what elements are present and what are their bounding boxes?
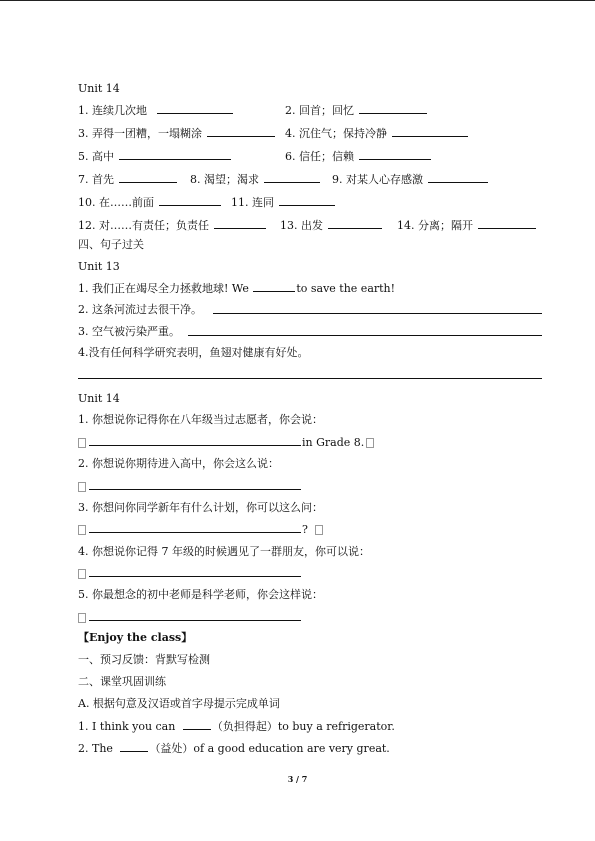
sentence-14-q4: 4. 你想说你记得 7 年级的时候遇见了一群朋友，你可以说： — [78, 545, 370, 558]
vocab-item-2: 2. 回首；回忆 — [285, 104, 354, 117]
vocab-item-12: 12. 对……有责任；负责任 — [78, 219, 209, 232]
sentence-14-a3 — [78, 522, 325, 537]
vocab-item-5: 5. 高中 — [78, 150, 114, 163]
sentence-13-2-prompt: 2. 这条河流过去很干净。 — [78, 303, 202, 316]
checkbox-icon — [78, 525, 86, 535]
enjoy-class-title: 【Enjoy the class】 — [78, 631, 193, 644]
vocab-row-1 — [78, 103, 234, 118]
unit14-vocab-header: Unit 14 — [78, 82, 120, 95]
vocab-item-6: 6. 信任；信赖 — [285, 150, 354, 163]
vocab-blank-2[interactable] — [359, 103, 427, 114]
section-4-title: 四、句子过关 — [78, 238, 144, 251]
vocab-item-8: 8. 渴望；渴求 — [190, 173, 259, 186]
vocab-item-3: 3. 弄得一团糟，一塌糊涂 — [78, 127, 202, 140]
vocab-item-14: 14. 分离；隔开 — [397, 219, 473, 232]
vocab-row-2b — [285, 126, 469, 141]
vocab-row-4c — [332, 172, 489, 187]
checkbox-icon — [78, 569, 86, 579]
vocab-blank-14[interactable] — [478, 218, 536, 229]
vocab-row-4b — [190, 172, 321, 187]
vocab-item-13: 13. 出发 — [280, 219, 323, 232]
vocab-row-6b — [280, 218, 383, 233]
exercise-1 — [78, 719, 395, 734]
sentence-14-a2 — [78, 479, 302, 494]
vocab-item-4: 4. 沉住气；保持冷静 — [285, 127, 387, 140]
checkbox-icon — [366, 438, 374, 448]
part-1-title: 一、预习反馈：背默写检测 — [78, 653, 210, 666]
sentence-14-a1 — [78, 435, 376, 450]
vocab-blank-6[interactable] — [359, 149, 431, 160]
sentence-14-a3-tail: ? — [302, 523, 308, 536]
part-a-title: A. 根据句意及汉语或首字母提示完成单词 — [78, 697, 280, 710]
vocab-item-1: 1. 连续几次地 — [78, 104, 147, 117]
exercise-2 — [78, 741, 390, 756]
vocab-item-7: 7. 首先 — [78, 173, 114, 186]
vocab-item-9: 9. 对某人心存感激 — [332, 173, 423, 186]
sentence-14-a1-tail: in Grade 8. — [302, 436, 365, 449]
checkbox-icon — [78, 613, 86, 623]
checkbox-icon — [78, 438, 86, 448]
checkbox-icon — [78, 482, 86, 492]
vocab-row-5b — [231, 195, 336, 210]
vocab-row-4 — [78, 172, 178, 187]
part-2-title: 二、课堂巩固训练 — [78, 675, 166, 688]
page-number: 3 / 7 — [287, 774, 308, 784]
sentence-13-2-answer-line[interactable] — [213, 313, 542, 314]
top-border — [0, 0, 595, 1]
vocab-blank-12[interactable] — [214, 218, 266, 229]
sentence-14-a2-blank[interactable] — [89, 479, 301, 490]
sentence-13-3-prompt: 3. 空气被污染严重。 — [78, 325, 180, 338]
sentence-13-4-answer-line[interactable] — [78, 378, 542, 379]
vocab-row-3b — [285, 149, 432, 164]
sentence-13-1-tail: to save the earth! — [296, 282, 396, 295]
vocab-blank-4[interactable] — [392, 126, 468, 137]
vocab-blank-10[interactable] — [159, 195, 221, 206]
sentence-14-q2: 2. 你想说你期待进入高中，你会这么说： — [78, 457, 279, 470]
sentence-14-q5: 5. 你最想念的初中老师是科学老师，你会这样说： — [78, 588, 323, 601]
sentence-14-q3: 3. 你想问你同学新年有什么计划，你可以这么问： — [78, 501, 323, 514]
exercise-2-blank[interactable] — [120, 741, 148, 752]
sentence-13-3 — [78, 325, 180, 339]
exercise-1-tail: （负担得起）to buy a refrigerator. — [211, 720, 395, 733]
vocab-blank-9[interactable] — [428, 172, 488, 183]
sentence-14-a4 — [78, 566, 302, 581]
checkbox-icon — [315, 525, 323, 535]
vocab-blank-13[interactable] — [328, 218, 382, 229]
unit14-sentence-header: Unit 14 — [78, 392, 120, 405]
vocab-blank-1[interactable] — [157, 103, 233, 114]
sentence-13-4 — [78, 346, 309, 360]
vocab-item-10: 10. 在……前面 — [78, 196, 154, 209]
sentence-13-3-answer-line[interactable] — [188, 335, 542, 336]
sentence-13-1 — [78, 281, 395, 296]
vocab-row-6c — [397, 218, 537, 233]
sentence-13-2 — [78, 303, 202, 317]
vocab-row-1b — [285, 103, 428, 118]
sentence-14-a4-blank[interactable] — [89, 566, 301, 577]
vocab-blank-7[interactable] — [119, 172, 177, 183]
unit13-sentence-header: Unit 13 — [78, 260, 120, 273]
sentence-13-4-prompt: 4.没有任何科学研究表明，鱼翅对健康有好处。 — [78, 346, 309, 359]
vocab-row-5 — [78, 195, 222, 210]
vocab-row-6 — [78, 218, 267, 233]
sentence-13-1-blank[interactable] — [253, 281, 295, 292]
vocab-item-11: 11. 连同 — [231, 196, 274, 209]
sentence-13-1-prompt: 1. 我们正在竭尽全力拯救地球! We — [78, 282, 249, 295]
sentence-14-a3-blank[interactable] — [89, 522, 301, 533]
vocab-blank-3[interactable] — [207, 126, 275, 137]
vocab-blank-8[interactable] — [264, 172, 320, 183]
exercise-2-prompt: 2. The — [78, 742, 113, 755]
sentence-14-q1: 1. 你想说你记得你在八年级当过志愿者，你会说： — [78, 413, 323, 426]
vocab-blank-5[interactable] — [119, 149, 231, 160]
vocab-row-2 — [78, 126, 276, 141]
sentence-14-a5-blank[interactable] — [89, 610, 301, 621]
sentence-14-a1-blank[interactable] — [89, 435, 301, 446]
exercise-1-blank[interactable] — [183, 719, 211, 730]
exercise-2-tail: （益处）of a good education are very great. — [149, 742, 390, 755]
vocab-row-3 — [78, 149, 232, 164]
exercise-1-prompt: 1. I think you can — [78, 720, 176, 733]
vocab-blank-11[interactable] — [279, 195, 335, 206]
sentence-14-a5 — [78, 610, 302, 625]
